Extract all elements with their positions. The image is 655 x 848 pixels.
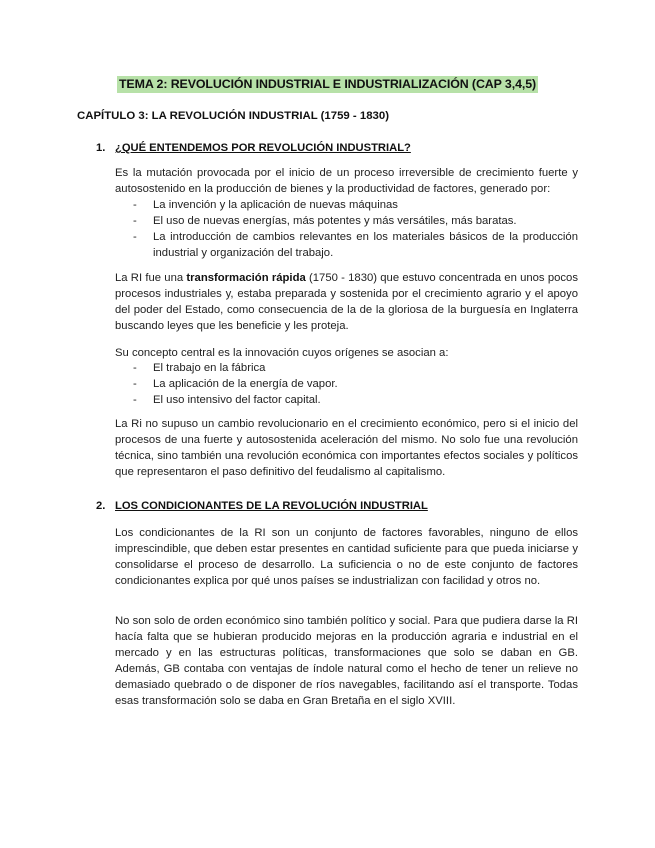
section-2-heading bbox=[96, 499, 428, 514]
section-1-paragraph-4: La Ri no supuso un cambio revolucionario en el crecimiento económico, pero si el inicio del procesos de una fuerte y autosostenida aceleración del mismo. No solo fue una revolución técnica, sino también una revolución económica con importantes efectos sociales y políticos que representaron el paso definitivo del feudalismo al capitalismo. bbox=[115, 418, 578, 478]
title-container bbox=[0, 75, 655, 93]
list-item: - La aplicación de la energía de vapor. bbox=[133, 377, 338, 390]
section-1-list-2 bbox=[115, 361, 578, 409]
document-title: TEMA 2: REVOLUCIÓN INDUSTRIAL E INDUSTRIALIZACIÓN (CAP 3,4,5) bbox=[118, 77, 537, 91]
bold-emphasis: transformación rápida bbox=[186, 272, 306, 284]
section-1-list-1 bbox=[115, 198, 578, 262]
section-1-number: 1. bbox=[96, 142, 106, 154]
section-2-title: LOS CONDICIONANTES DE LA REVOLUCIÓN INDUSTRIAL bbox=[115, 500, 428, 512]
section-1-title: ¿QUÉ ENTENDEMOS POR REVOLUCIÓN INDUSTRIAL? bbox=[115, 142, 411, 154]
list-item: - La invención y la aplicación de nuevas máquinas bbox=[133, 199, 398, 211]
section-2-paragraph-1: Los condicionantes de la RI son un conjunto de factores favorables, ninguno de ellos imprescindible, que deben estar presentes en cantidad suficiente para que pueda iniciarse y consolidarse el proceso de desarrollo. La suficiencia o no de este conjunto de factores condicionantes explica por qué unos países se industrializan con facilidad y otros no. bbox=[115, 527, 578, 587]
list-item: - El trabajo en la fábrica bbox=[133, 362, 266, 374]
section-2-number: 2. bbox=[96, 500, 106, 512]
section-1-heading bbox=[96, 141, 411, 156]
section-1-paragraph-3: Su concepto central es la innovación cuyos orígenes se asocian a: bbox=[115, 347, 449, 359]
chapter-heading: CAPÍTULO 3: LA REVOLUCIÓN INDUSTRIAL (1759 - 1830) bbox=[77, 110, 390, 122]
list-item: - La introducción de cambios relevantes en los materiales básicos de la producción industrial y organización del trabajo. bbox=[133, 230, 578, 259]
section-1-paragraph-2: La RI fue una transformación rápida (1750 - 1830) que estuvo concentrada en unos pocos procesos industriales y, estaba preparada y sostenida por el crecimiento agrario y el apoyo del poder del Estado, como consecuencia de la de la gloriosa de la burguesía en Inglaterra buscando leyes que les beneficie y les proteja. bbox=[115, 272, 578, 332]
section-1-intro: Es la mutación provocada por el inicio de un proceso irreversible de crecimiento fuerte y autosostenido en la producción de bienes y la productividad de factores, generado por: bbox=[115, 167, 578, 195]
list-item: - El uso de nuevas energías, más potentes y más versátiles, más baratas. bbox=[133, 214, 517, 227]
list-item: - El uso intensivo del factor capital. bbox=[133, 393, 321, 406]
section-2-paragraph-2: No son solo de orden económico sino también político y social. Para que pudiera darse la RI hacía falta que se hubieran producido mejoras en la producción agraria e industrial en el mercado y en las estructuras políticas, transformaciones que solo se daban en GB. Además, GB contaba con ventajas de índole natural como el hecho de tener un relieve no demasiado quebrado o de disponer de ríos navegables, facilitando así el transporte. Todas esas transformación solo se daba en Gran Bretaña en el siglo XVIII. bbox=[115, 615, 578, 707]
